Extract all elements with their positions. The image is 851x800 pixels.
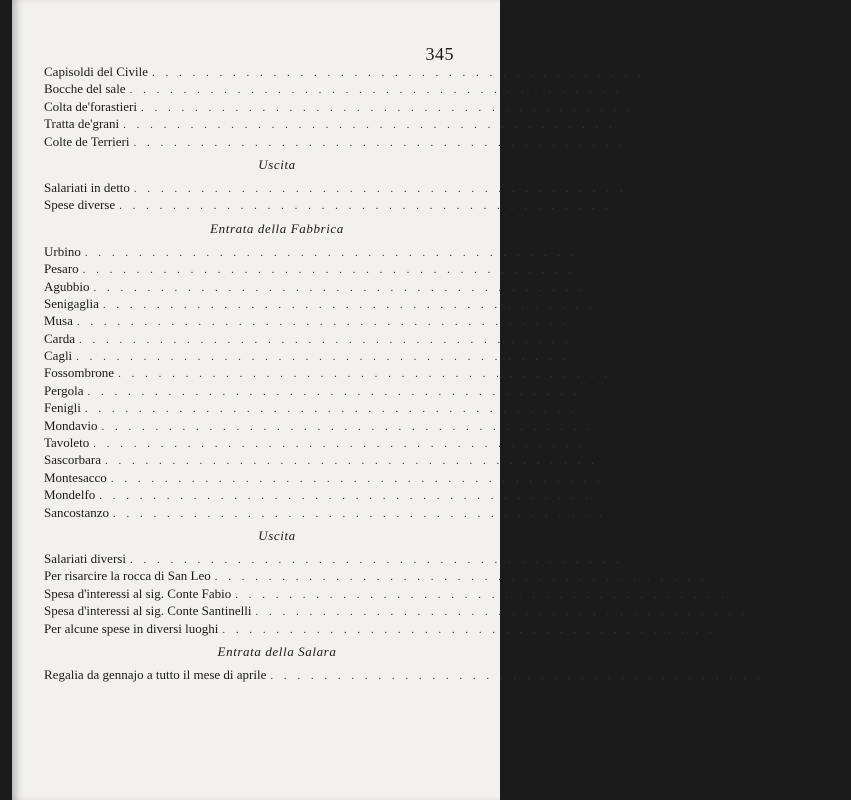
currency-unit: » [611, 197, 619, 213]
entry-amount: 228. [653, 197, 676, 213]
dot-leader: . . . . . . . . . . . . . . . . . . . . . . . . . . . . . . . . . . . . . [93, 281, 587, 294]
ledger-row [44, 98, 722, 115]
currency-unit: » [622, 81, 629, 97]
dot-leader: . . . . . . . . . . . . . . . . . . . . . . . . . . . . . . . . . . . . . [112, 507, 606, 520]
ledger-row [44, 469, 692, 486]
entry-amount: 261. [635, 417, 659, 433]
dot-leader: . . . . . . . . . . . . . . . . . . . . . . . . . . . . . . . . . . . . . [129, 84, 623, 97]
currency-unit: Sc. [626, 179, 643, 195]
dot-leader: . . . . . . . . . . . . . . . . . . . . . . . . . . . . . . . . . . . . . [84, 403, 578, 416]
entry-cents: — [697, 81, 711, 97]
ledger-section [44, 150, 715, 214]
entry-amount: 1000. [610, 261, 640, 277]
entry-cents: 15. [643, 330, 660, 346]
section-heading: Entrata della Salara [217, 643, 337, 659]
dot-leader: . . . . . . . . . . . . . . . . . . . . . . . . . . . . . . . . . . . . . [84, 246, 578, 259]
entry-cents: — [644, 313, 658, 329]
entry-amount: 150. [618, 400, 642, 416]
currency-unit: » [707, 568, 715, 584]
dot-leader: . . . . . . . . . . . . . . . . . . . . . . . . . . . . . . . . . . . . . [105, 455, 598, 468]
dot-leader: . . . . . . . . . . . . . . . . . . . . . . . . . . . . . . . . . . . . . [133, 136, 627, 149]
entry-cents: — [678, 469, 692, 485]
ledger-content [44, 63, 851, 683]
dot-leader: . . . . . . . . . . . . . . . . . . . . . . . . . . . . . . . . . . . . . [102, 298, 596, 311]
entry-label: Per risarcire la rocca di San Leo [44, 568, 211, 584]
entry-label: Tavoleto [44, 435, 90, 451]
dot-leader: . . . . . . . . . . . . . . . . . . . . . . . . . . . . . . . . . . . . . [76, 351, 569, 364]
ledger-row [44, 347, 657, 364]
entry-amount: 376. [663, 550, 687, 566]
currency-unit: » [748, 603, 755, 619]
book-page [12, 0, 851, 800]
ledger-row [44, 417, 683, 434]
currency-unit: Sc. [644, 64, 661, 79]
entry-label: Pesaro [44, 261, 79, 277]
dot-leader: . . . . . . . . . . . . . . . . . . . . . . . . . . . . . . . . . . . . . [76, 316, 570, 329]
entry-amount: 150. [769, 585, 792, 601]
entry-amount: 484. [610, 313, 634, 329]
dot-leader: . . . . . . . . . . . . . . . . . . . . . . . . . . . . . . . . . . . . . [129, 553, 623, 566]
entry-label: Montesacco [44, 469, 107, 485]
dot-leader: . . . . . . . . . . . . . . . . . . . . . . . . . . . . . . . . . . . . . [255, 606, 749, 619]
entry-label: Bocche del sale [44, 81, 126, 97]
ledger-row [44, 80, 711, 97]
entry-cents: 9. [723, 64, 733, 79]
entry-cents: — [686, 197, 700, 213]
entry-cents: 94. [779, 568, 796, 584]
entry-label: Urbino [44, 243, 81, 259]
entry-amount: 581. [657, 116, 680, 132]
entry-cents: — [697, 550, 711, 566]
ledger-row [44, 278, 675, 295]
currency-unit: » [569, 313, 577, 329]
dot-leader: . . . . . . . . . . . . . . . . . . . . . . . . . . . . . . . . . . . . . [99, 490, 593, 503]
ledger-row [44, 451, 686, 468]
currency-unit: » [727, 585, 735, 601]
currency-unit: » [603, 469, 611, 485]
entry-cents: — [661, 278, 675, 294]
entry-label: Capisoldi del Civile [44, 64, 148, 79]
entry-amount: 50. [639, 487, 657, 503]
entry-label: Spesa d'interessi al sig. Conte Fabio [44, 585, 232, 601]
ledger-row [44, 666, 851, 683]
entry-label: Fossombrone [44, 365, 115, 381]
dot-leader: . . . . . . . . . . . . . . . . . . . . . . . . . . . . . . . . . . . . . [101, 420, 595, 433]
ledger-row [44, 434, 675, 451]
entry-label: Regalia da gennajo a tutto il mese di aprile [44, 666, 267, 682]
entry-cents: 40. [834, 666, 851, 682]
dot-leader: . . . . . . . . . . . . . . . . . . . . . . . . . . . . . . . . . . . . . [123, 119, 616, 132]
dot-leader: . . . . . . . . . . . . . . . . . . . . . . . . . . . . . . . . . . . . . [222, 623, 716, 636]
dot-leader: . . . . . . . . . . . . . . . . . . . . . . . . . . . . . . . . . . . . . [214, 571, 708, 584]
ledger-row [44, 260, 664, 277]
entry-amount: 52. [755, 568, 772, 584]
ledger-row [44, 550, 711, 567]
ledger-row [44, 330, 660, 347]
entry-label: Colta de'forastieri [44, 98, 137, 114]
entry-amount: 25. [651, 469, 668, 485]
ledger-row [44, 567, 796, 584]
entry-cents: — [790, 620, 804, 636]
entry-amount: 133. [756, 620, 780, 636]
entry-cents: — [680, 504, 694, 520]
currency-unit: » [626, 133, 633, 149]
ledger-row [44, 115, 704, 132]
entry-cents: — [685, 365, 699, 381]
ledger-row [44, 295, 684, 312]
entry-cents: 80. [819, 603, 837, 619]
entry-label: Sascorbara [44, 452, 102, 468]
ledger-row [44, 63, 733, 80]
dot-leader: . . . . . . . . . . . . . . . . . . . . . . . . . . . . . . . . . . . . . [79, 333, 572, 346]
entry-amount: 7. [699, 64, 709, 79]
entry-amount: 30. [674, 179, 691, 195]
ledger-row [44, 585, 816, 602]
currency-unit: » [571, 330, 579, 346]
currency-unit: Sc. [577, 243, 594, 259]
entry-cents: — [652, 243, 666, 259]
entry-cents: — [655, 382, 669, 398]
dot-leader: . . . . . . . . . . . . . . . . . . . . . . . . . . . . . . . . . . . . . [110, 472, 604, 485]
entry-cents: — [701, 179, 715, 195]
entry-amount: 500. [652, 365, 675, 381]
page-number: 345 [425, 44, 454, 64]
entry-amount: 500. [636, 295, 660, 311]
currency-unit: » [580, 382, 587, 398]
entry-amount: 50. [653, 504, 670, 520]
ledger-row [44, 620, 804, 637]
entry-cents: — [650, 261, 664, 277]
entry-label: Carda [44, 330, 76, 346]
currency-unit: Sc. [622, 550, 639, 566]
currency-unit: » [592, 487, 599, 503]
entry-cents: — [669, 417, 683, 433]
entry-cents: 42. [687, 116, 704, 132]
ledger-section [44, 63, 733, 150]
entry-label: Agubbio [44, 278, 90, 294]
currency-unit: » [605, 504, 613, 520]
ledger-section [44, 214, 699, 521]
currency-unit: » [586, 435, 593, 451]
entry-label: Fenigli [44, 400, 81, 416]
dot-leader: . . . . . . . . . . . . . . . . . . . . . . . . . . . . . . . . . . . . . [133, 182, 627, 195]
dot-leader: . . . . . . . . . . . . . . . . . . . . . . . . . . . . . . . . . . . . . [140, 101, 634, 114]
ledger-section [44, 521, 837, 637]
entry-cents: — [672, 452, 686, 468]
dot-leader: . . . . . . . . . . . . . . . . . . . . . . . . . . . . . . . . . . . . . [82, 264, 576, 277]
entry-amount: 100. [627, 435, 651, 451]
currency-unit: » [715, 620, 722, 636]
entry-cents: — [661, 435, 675, 451]
currency-unit: » [595, 295, 603, 311]
entry-label: Salariati in detto [44, 179, 130, 195]
ledger-section [44, 637, 851, 683]
entry-label: Spese diverse [44, 197, 116, 213]
ledger-row [44, 382, 669, 399]
section-heading: Uscita [258, 527, 296, 543]
dot-leader: . . . . . . . . . . . . . . . . . . . . . . . . . . . . . . . . . . . . . [152, 67, 645, 79]
entry-amount: 4. [802, 603, 813, 619]
dot-leader: . . . . . . . . . . . . . . . . . . . . . . . . . . . . . . . . . . . . . [118, 368, 611, 381]
entry-label: Mondelfo [44, 487, 96, 503]
ledger-row [44, 312, 658, 329]
dot-leader: . . . . . . . . . . . . . . . . . . . . . . . . . . . . . . . . . . . . . [87, 385, 581, 398]
ledger-row [44, 179, 715, 196]
entry-amount: 4. [680, 133, 691, 149]
entry-cents: — [708, 98, 722, 114]
currency-unit: » [568, 348, 576, 364]
section-heading: Entrata della Fabbrica [210, 220, 344, 236]
dot-leader: . . . . . . . . . . . . . . . . . . . . . . . . . . . . . . . . . . . . . [235, 588, 728, 601]
ledger-row [44, 486, 681, 503]
entry-label: Cagli [44, 348, 73, 364]
entry-label: Colte de Terrieri [44, 133, 130, 149]
entry-label: Spesa d'interessi al sig. Conte Santinelli [44, 603, 252, 619]
entry-cents: 18. [697, 133, 715, 149]
ledger-row [44, 196, 700, 213]
currency-unit: » [575, 261, 582, 277]
ledger-row [44, 504, 694, 521]
entry-label: Musa [44, 313, 73, 329]
entry-cents: — [652, 400, 666, 416]
entry-label: Mondavio [44, 417, 98, 433]
currency-unit: » [615, 116, 623, 132]
entry-amount: 6. [687, 98, 698, 114]
entry-label: Senigaglia [44, 295, 99, 311]
entry-cents: — [643, 348, 657, 364]
currency-unit: » [597, 452, 605, 468]
ledger-row [44, 243, 666, 260]
entry-amount: 25. [645, 452, 662, 468]
entry-label: Tratta de'grani [44, 116, 120, 132]
entry-cents: — [667, 487, 681, 503]
entry-amount: 800. [618, 243, 642, 259]
currency-unit: » [610, 365, 618, 381]
dot-leader: . . . . . . . . . . . . . . . . . . . . . . . . . . . . . . . . . . . . . [270, 669, 764, 682]
ledger-row [44, 133, 715, 150]
entry-label: Sancostanzo [44, 504, 109, 520]
ledger-row [44, 364, 699, 381]
ledger-row [44, 602, 837, 619]
currency-unit: » [577, 400, 585, 416]
ledger-row [44, 399, 666, 416]
currency-unit: Sc. [763, 666, 780, 682]
entry-amount: 17. [619, 330, 636, 346]
entry-cents: — [802, 585, 816, 601]
currency-unit: » [594, 417, 601, 433]
entry-cents: — [670, 295, 684, 311]
currency-unit: » [586, 278, 593, 294]
entry-amount: 1666. [797, 666, 828, 682]
entry-label: Salariati diversi [44, 550, 126, 566]
entry-amount: 600. [621, 382, 645, 398]
entry-amount: 800. [627, 278, 651, 294]
entry-label: Per alcune spese in diversi luoghi [44, 620, 219, 636]
section-heading: Uscita [258, 156, 296, 172]
entry-label: Pergola [44, 382, 84, 398]
currency-unit: » [633, 98, 641, 114]
dot-leader: . . . . . . . . . . . . . . . . . . . . . . . . . . . . . . . . . . . . . [93, 438, 587, 451]
entry-amount: 19. [670, 81, 687, 97]
entry-amount: 350. [610, 348, 633, 364]
dot-leader: . . . . . . . . . . . . . . . . . . . . . . . . . . . . . . . . . . . . . [119, 200, 612, 213]
